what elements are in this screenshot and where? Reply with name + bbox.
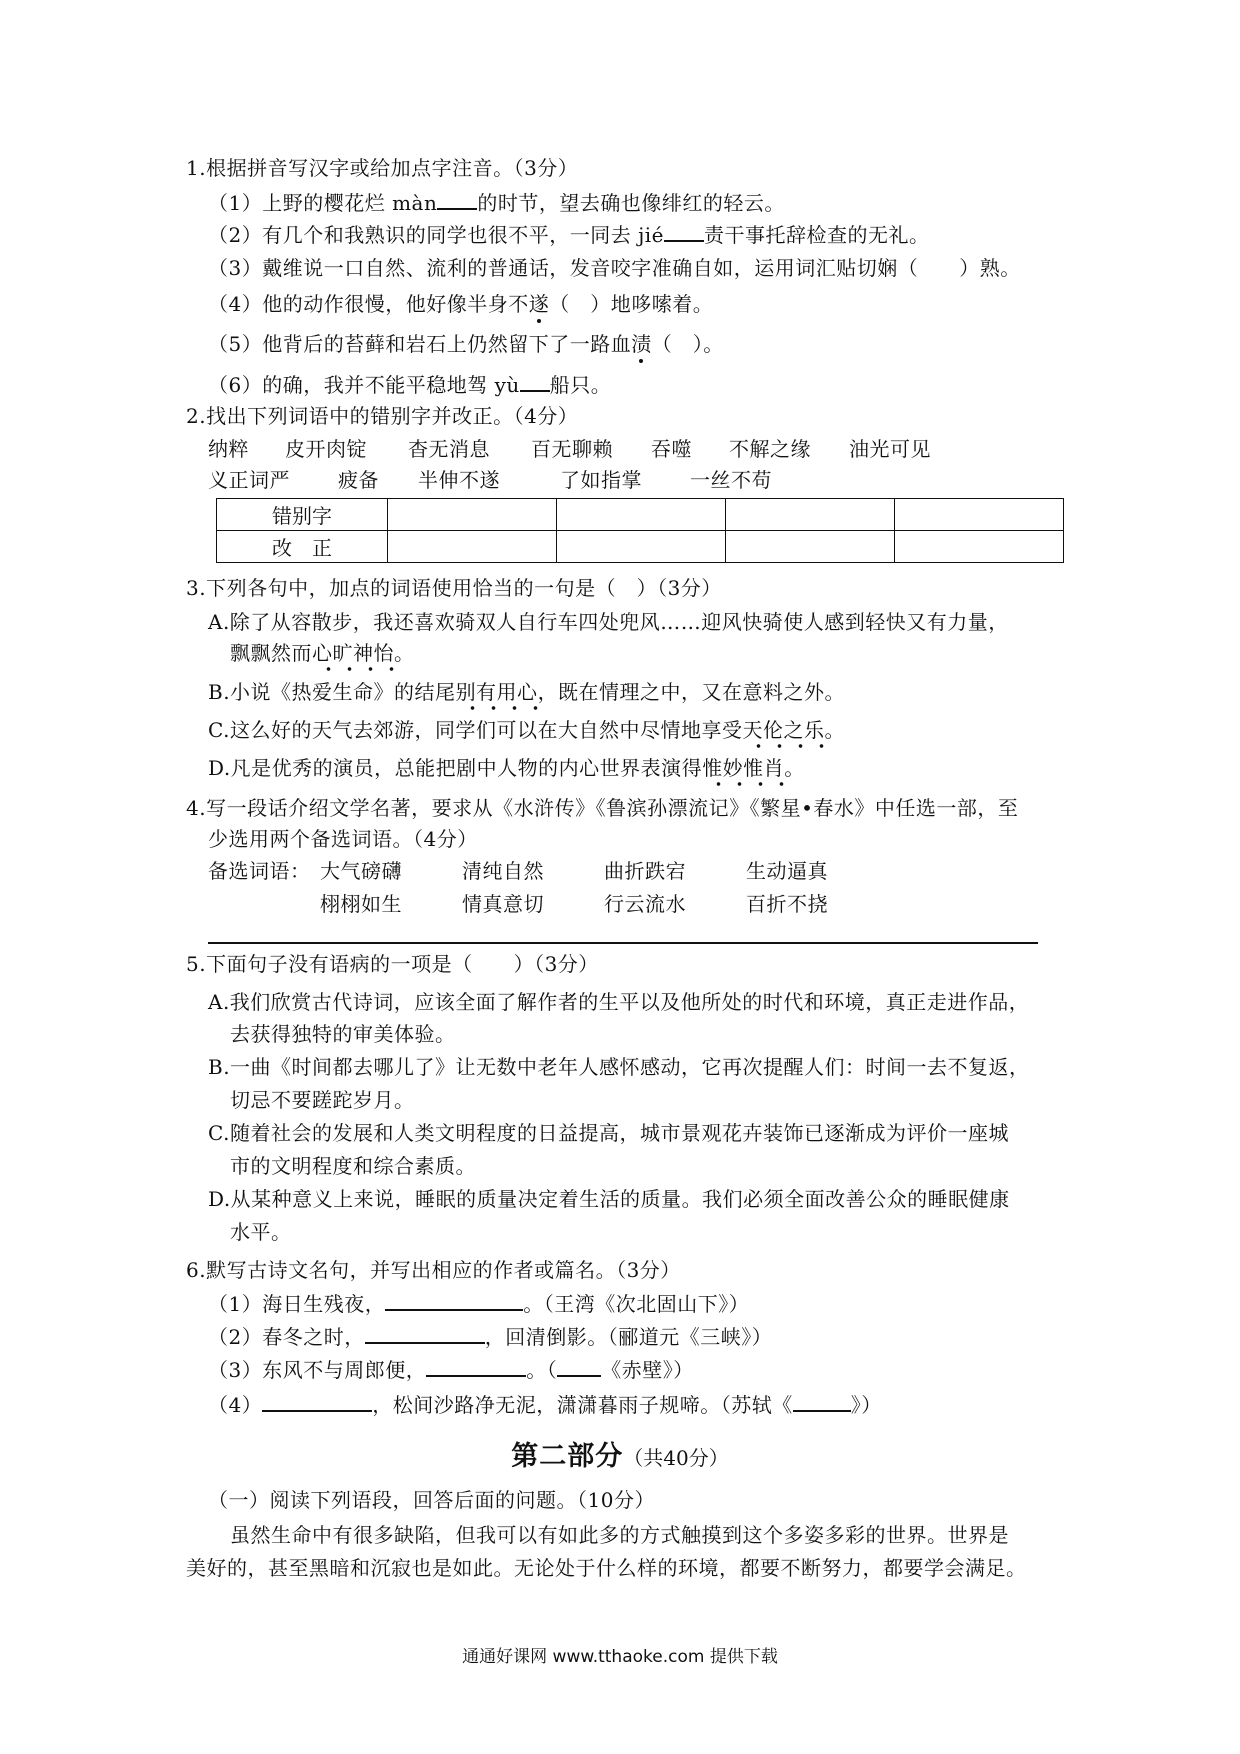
word: 疲备	[338, 468, 379, 492]
answer-blank[interactable]	[793, 1392, 851, 1412]
table-row	[217, 531, 1064, 563]
answer-blank[interactable]	[437, 190, 477, 210]
word: 大气磅礴	[320, 859, 402, 883]
word: 清纯自然	[462, 859, 544, 883]
word: 杳无消息	[408, 437, 490, 461]
q1-title: 1.根据拼音写汉字或给加点字注音。（3分）	[186, 156, 579, 180]
q6-item-4: （4） ，松间沙路净无泥，潇潇暮雨子规啼。（苏轼《 》）	[208, 1393, 882, 1417]
answer-line[interactable]	[208, 942, 1038, 944]
q5-option-b-line-1: B.一曲《时间都去哪儿了》让无数中老年人感怀感动，它再次提醒人们：时间一去不复返，	[208, 1055, 1030, 1079]
q5-option-c-line-1: C.随着社会的发展和人类文明程度的日益提高，城市景观花卉装饰已逐渐成为评价一座城	[208, 1121, 1009, 1145]
word: 行云流水	[604, 892, 686, 916]
q1-item-5: （5）他背后的苔藓和岩石上仍然留下了一路血渍（ ）。	[208, 332, 724, 356]
q1-item-2: （2）有几个和我熟识的同学也很不平，一同去 jié 责干事托辞检查的无礼。	[208, 223, 930, 247]
word: 半伸不遂	[418, 468, 500, 492]
q6-item-2: （2）春冬之时， ，回清倒影。（郦道元《三峡》）	[208, 1325, 773, 1349]
word: 生动逼真	[746, 859, 828, 883]
answer-cell[interactable]	[895, 531, 1064, 563]
word: 百折不挠	[746, 892, 828, 916]
q5-option-a-line-1: A.我们欣赏古代诗词，应该全面了解作者的生平以及他所处的时代和环境，真正走进作品，	[208, 990, 1030, 1014]
q3-option-a-line-1: A.除了从容散步，我还喜欢骑双人自行车四处兜风……迎风快骑使人感到轻快又有力量，	[208, 610, 1009, 634]
answer-blank[interactable]	[557, 1357, 601, 1377]
answer-cell[interactable]	[726, 531, 895, 563]
word: 吞噬	[651, 437, 692, 461]
q5-option-c-line-2: 市的文明程度和综合素质。	[230, 1154, 476, 1178]
q1-item-1: （1）上野的樱花烂 màn 的时节，望去确也像绯红的轻云。	[208, 191, 785, 215]
answer-blank[interactable]	[426, 1357, 526, 1377]
dotted-phrase: 心旷神怡	[312, 641, 394, 672]
word: 栩栩如生	[320, 892, 402, 916]
word: 油光可见	[849, 437, 931, 461]
answer-blank[interactable]	[520, 372, 550, 392]
dotted-char: 遂	[528, 292, 550, 316]
answer-cell[interactable]	[388, 531, 557, 563]
answer-cell[interactable]	[726, 499, 895, 531]
q4-label: 备选词语：	[208, 859, 311, 883]
q5-title: 5.下面句子没有语病的一项是（ ）（3分）	[186, 952, 599, 976]
part-two-title: 第二部分	[511, 1441, 624, 1472]
q1-item-4: （4）他的动作很慢，他好像半身不遂（ ）地哆嗦着。	[208, 292, 714, 316]
dotted-phrase: 惟妙惟肖	[702, 756, 784, 787]
table-head: 错别字	[217, 499, 388, 531]
q1-item-6: （6）的确，我并不能平稳地驾 yù 船只。	[208, 373, 612, 397]
q3-title: 3.下列各句中，加点的词语使用恰当的一句是（ ）（3分）	[186, 576, 722, 600]
part-two-score: （共40分）	[623, 1446, 729, 1470]
dotted-phrase: 天伦之乐	[742, 718, 824, 749]
word: 义正词严	[208, 468, 290, 492]
q3-option-d: D.凡是优秀的演员，总能把剧中人物的内心世界表演得惟妙惟肖。	[208, 756, 805, 780]
word: 不解之缘	[729, 437, 811, 461]
correction-table	[216, 498, 1064, 563]
q6-item-3: （3）东风不与周郎便， 。（ 《赤壁》）	[208, 1358, 694, 1382]
q4-words-row-2	[320, 892, 828, 916]
answer-blank[interactable]	[262, 1392, 372, 1412]
answer-cell[interactable]	[557, 499, 726, 531]
answer-blank[interactable]	[664, 222, 704, 242]
answer-blank[interactable]	[385, 1291, 523, 1311]
reading-section-title: （一）阅读下列语段，回答后面的问题。（10分）	[208, 1488, 655, 1512]
q6-title: 6.默写古诗文名句，并写出相应的作者或篇名。（3分）	[186, 1258, 681, 1282]
q2-words-row-1	[208, 437, 931, 461]
q4-words-row-1	[208, 859, 828, 883]
answer-cell[interactable]	[895, 499, 1064, 531]
word: 了如指掌	[560, 468, 642, 492]
q6-item-1: （1）海日生残夜， 。（王湾《次北固山下》）	[208, 1292, 750, 1316]
reading-paragraph-line-1: 虽然生命中有很多缺陷，但我可以有如此多的方式触摸到这个多姿多彩的世界。世界是	[230, 1523, 1009, 1547]
q4-title-cont: 少选用两个备选词语。（4分）	[208, 827, 478, 851]
q5-option-b-line-2: 切忌不要蹉跎岁月。	[230, 1088, 415, 1112]
answer-cell[interactable]	[388, 499, 557, 531]
page-footer: 通通好课网 www.tthaoke.com 提供下载	[462, 1647, 778, 1667]
q5-option-d-line-2: 水平。	[230, 1220, 292, 1244]
word: 曲折跌宕	[604, 859, 686, 883]
q3-option-c: C.这么好的天气去郊游，同学们可以在大自然中尽情地享受天伦之乐。	[208, 718, 845, 742]
q1-item-3: （3）戴维说一口自然、流利的普通话，发音咬字准确自如，运用词汇贴切娴（ ）熟。	[208, 256, 1021, 280]
table-head: 改 正	[217, 531, 388, 563]
word: 百无聊赖	[531, 437, 613, 461]
q2-words-row-2	[208, 468, 772, 492]
table-row	[217, 499, 1064, 531]
reading-paragraph-line-2: 美好的，甚至黑暗和沉寂也是如此。无论处于什么样的环境，都要不断努力，都要学会满足。	[186, 1556, 1027, 1580]
answer-blank[interactable]	[365, 1324, 485, 1344]
q3-option-a-line-2: 飘飘然而心旷神怡。	[230, 641, 415, 665]
word: 情真意切	[462, 892, 544, 916]
q5-option-a-line-2: 去获得独特的审美体验。	[230, 1022, 456, 1046]
q5-option-d-line-1: D.从某种意义上来说，睡眠的质量决定着生活的质量。我们必须全面改善公众的睡眠健康	[208, 1187, 1010, 1211]
q3-option-b: B.小说《热爱生命》的结尾别有用心，既在情理之中，又在意料之外。	[208, 680, 845, 704]
word: 皮开肉锭	[285, 437, 367, 461]
part-two-heading	[0, 1434, 1240, 1473]
q2-title: 2.找出下列词语中的错别字并改正。（4分）	[186, 404, 579, 428]
dotted-phrase: 别有用心	[456, 680, 538, 711]
word: 一丝不苟	[690, 468, 772, 492]
q4-title: 4.写一段话介绍文学名著，要求从《水浒传》《鲁滨孙漂流记》《繁星•春水》中任选一部，至	[186, 796, 1019, 820]
dotted-char: 渍	[631, 332, 652, 356]
answer-cell[interactable]	[557, 531, 726, 563]
word: 纳粹	[208, 437, 249, 461]
